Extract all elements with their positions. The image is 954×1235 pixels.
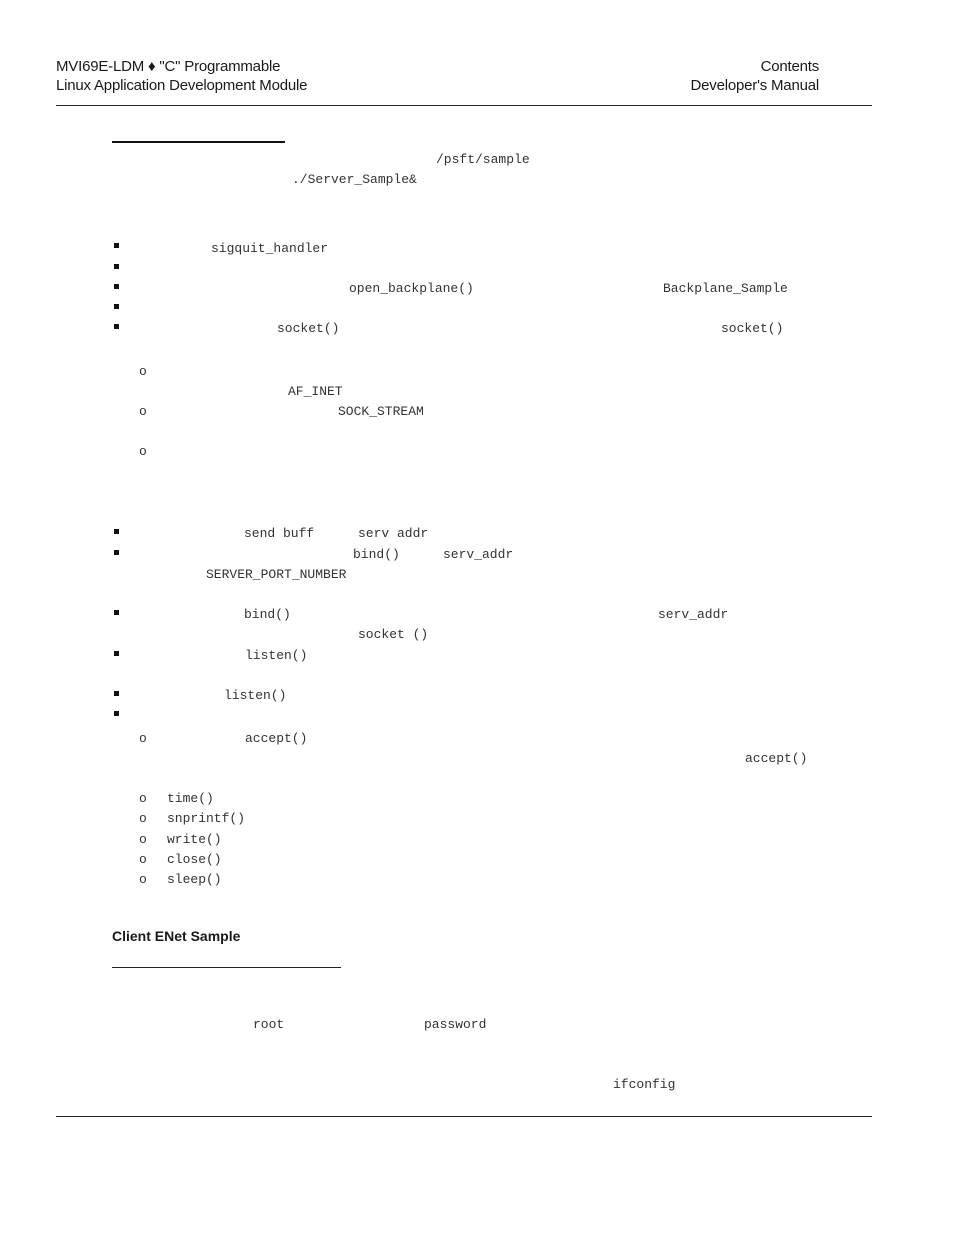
- code-write: write(): [167, 832, 222, 847]
- bullet-marker: [114, 550, 119, 555]
- code-backplane-sample: Backplane_Sample: [663, 281, 788, 296]
- code-listen: listen(): [245, 648, 308, 663]
- code-bind: bind(): [244, 607, 291, 622]
- code-server-port-number: SERVER_PORT_NUMBER: [206, 567, 347, 582]
- bullet-marker: [114, 529, 119, 534]
- sub-bullet-marker: o: [139, 404, 147, 419]
- code-listen: listen(): [224, 688, 287, 703]
- code-serv-addr: serv_addr: [443, 547, 514, 562]
- sub-bullet-marker: o: [139, 444, 147, 459]
- code-ifconfig: ifconfig: [613, 1077, 676, 1092]
- code-bind: bind(): [353, 547, 400, 562]
- bullet-marker: [114, 264, 119, 269]
- code-accept: accept(): [745, 751, 808, 766]
- header-title-line1: MVI69E-LDM ♦ "C" Programmable: [56, 58, 281, 75]
- code-socket: socket(): [721, 321, 784, 336]
- code-path: /psft/sample: [436, 152, 530, 167]
- bullet-marker: [114, 691, 119, 696]
- code-close: close(): [167, 852, 222, 867]
- sub-bullet-marker: o: [139, 791, 147, 806]
- bullet-marker: [114, 243, 119, 248]
- bullet-marker: [114, 324, 119, 329]
- section-underline: [112, 967, 341, 968]
- code-send-buff: send buff: [244, 526, 315, 541]
- code-root: root: [253, 1017, 285, 1032]
- code-snprintf: snprintf(): [167, 811, 246, 826]
- code-af-inet: AF_INET: [288, 384, 343, 399]
- sub-bullet-marker: o: [139, 872, 147, 887]
- code-serv-addr: serv_addr: [658, 607, 729, 622]
- heading-underline: [112, 141, 285, 143]
- bullet-marker: [114, 610, 119, 615]
- code-socket: socket(): [277, 321, 340, 336]
- code-time: time(): [167, 791, 214, 806]
- bullet-marker: [114, 711, 119, 716]
- header-title-line2: Linux Application Development Module: [56, 77, 308, 94]
- code-accept: accept(): [245, 731, 308, 746]
- code-socket: socket (): [358, 627, 429, 642]
- sub-bullet-marker: o: [139, 731, 147, 746]
- code-serv-addr: serv addr: [358, 526, 429, 541]
- sub-bullet-marker: o: [139, 364, 147, 379]
- code-command: ./Server_Sample&: [292, 172, 417, 187]
- code-open-backplane: open_backplane(): [349, 281, 474, 296]
- code-sock-stream: SOCK_STREAM: [338, 404, 424, 419]
- code-sleep: sleep(): [167, 872, 222, 887]
- code-sigquit-handler: sigquit_handler: [211, 241, 329, 256]
- header-section: Contents: [760, 58, 819, 75]
- footer-rule: [56, 1116, 872, 1117]
- section-heading: Client ENet Sample: [112, 928, 241, 944]
- header-manual: Developer's Manual: [690, 77, 819, 94]
- code-password: password: [424, 1017, 487, 1032]
- sub-bullet-marker: o: [139, 832, 147, 847]
- sub-bullet-marker: o: [139, 811, 147, 826]
- sub-bullet-marker: o: [139, 852, 147, 867]
- bullet-marker: [114, 284, 119, 289]
- header-rule: [56, 105, 872, 106]
- bullet-marker: [114, 304, 119, 309]
- bullet-marker: [114, 651, 119, 656]
